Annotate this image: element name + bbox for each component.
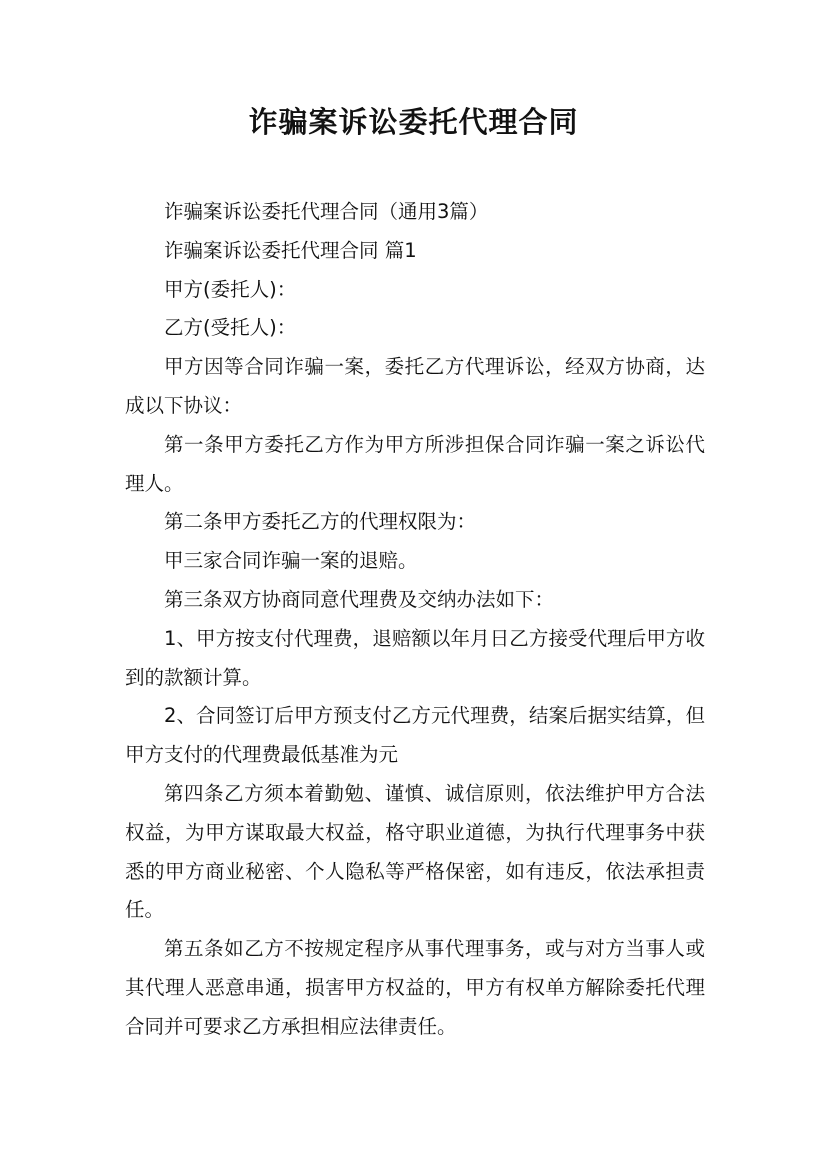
paragraph-preamble: 甲方因等合同诈骗一案，委托乙方代理诉讼，经双方协商，达成以下协议： [125, 355, 705, 417]
paragraph-article-2: 第二条甲方委托乙方的代理权限为： [164, 510, 477, 534]
paragraph-party-a: 甲方(委托人)： [164, 277, 297, 301]
paragraph-article-2-detail: 甲三家合同诈骗一案的退赔。 [164, 549, 418, 573]
paragraph-article-3: 第三条双方协商同意代理费及交纳办法如下： [164, 587, 555, 611]
paragraph-article-3-item-1: 1、甲方按支付代理费，退赔额以年月日乙方接受代理后甲方收到的款额计算。 [125, 626, 705, 689]
paragraph-article-1: 第一条甲方委托乙方作为甲方所涉担保合同诈骗一案之诉讼代理人。 [125, 432, 705, 495]
paragraph-article-3-item-2: 2、合同签订后甲方预支付乙方元代理费，结案后据实结算，但甲方支付的代理费最低基准为元 [125, 704, 705, 767]
document-title: 诈骗案诉讼委托代理合同 [248, 105, 579, 139]
paragraph-section-heading: 诈骗案诉讼委托代理合同 篇1 [164, 238, 417, 262]
paragraph-article-4: 第四条乙方须本着勤勉、谨慎、诚信原则，依法维护甲方合法权益，为甲方谋取最大权益，格守职业道德，为执行代理事务中获悉的甲方商业秘密、个人隐私等严格保密，如有违反，依法承担责任。 [125, 781, 705, 922]
paragraph-subtitle: 诈骗案诉讼委托代理合同（通用3篇） [164, 200, 489, 223]
paragraph-article-5: 第五条如乙方不按规定程序从事代理事务，或与对方当事人或其代理人恶意串通，损害甲方权益的，甲方有权单方解除委托代理合同并可要求乙方承担相应法律责任。 [125, 937, 705, 1038]
document-body [125, 193, 705, 1047]
paragraph-party-b: 乙方(受托人)： [164, 316, 297, 340]
